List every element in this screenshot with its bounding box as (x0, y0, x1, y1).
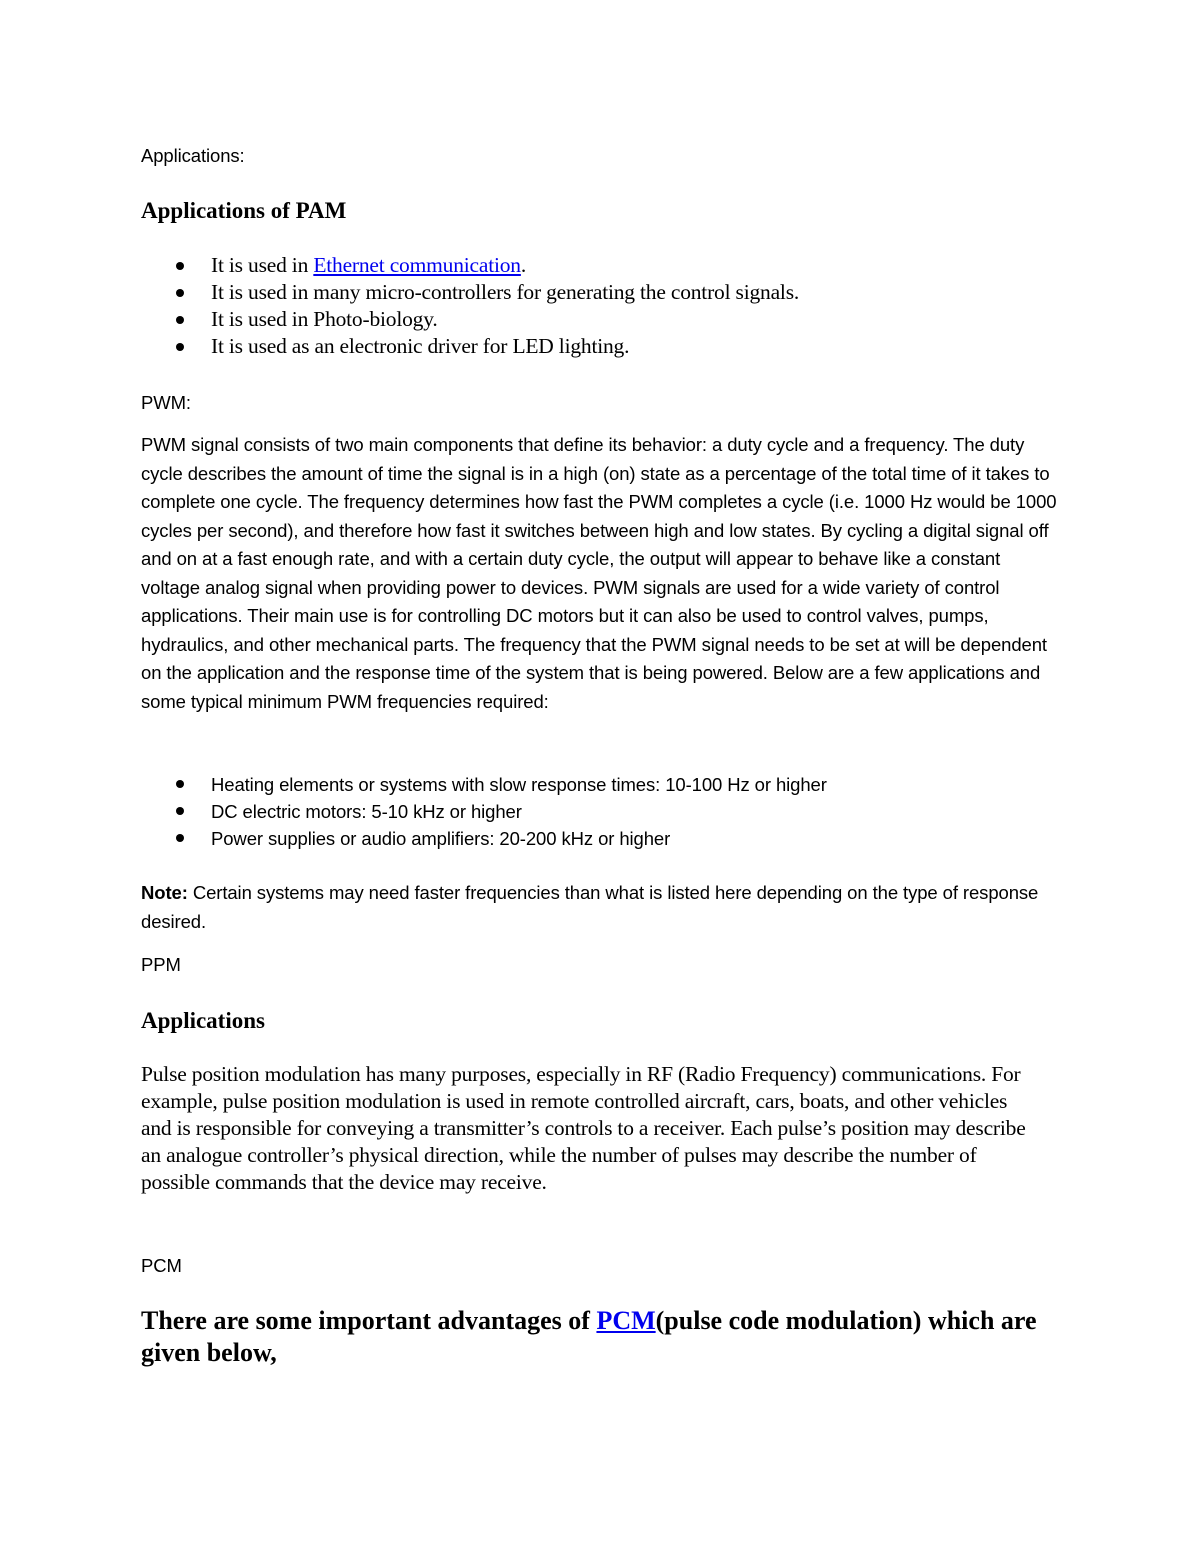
list-item: DC electric motors: 5-10 kHz or higher (171, 798, 827, 825)
pam-heading: Applications of PAM (141, 198, 347, 223)
pwm-paragraph: PWM signal consists of two main components that define its behavior: a duty cycle and a frequency. The duty cycle describes the amount of time the signal is in a high (on) state as a percentage of the total time of it takes to complete one cycle. The frequency determines how fast the PWM completes a cycle (i.e. 1000 Hz would be 1000 cycles per second), and therefore how fast it switches between high and low states. By cycling a digital signal off and on at a fast enough rate, and with a certain duty cycle, the output will appear to behave like a constant voltage analog signal when providing power to devices. PWM signals are used for a wide variety of control applications. Their main use is for controlling DC motors but it can also be used to control valves, pumps, hydraulics, and other mechanical parts. The frequency that the PWM signal needs to be set at will be dependent on the application and the response time of the system that is being powered. Below are a few applications and some typical minimum PWM frequencies required: (141, 434, 1057, 712)
list-item (171, 252, 799, 279)
pcm-heading-text: There are some important advantages of (141, 1306, 597, 1335)
list-item: Power supplies or audio amplifiers: 20-200 kHz or higher (171, 825, 827, 852)
list-item: It is used in Photo-biology. (171, 306, 799, 333)
list-item: Heating elements or systems with slow response times: 10-100 Hz or higher (171, 771, 827, 798)
applications-label: Applications: (141, 145, 245, 166)
pcm-heading-text: (pulse code modulation) which are given below, (141, 1306, 1037, 1367)
pam-applications-list (171, 252, 799, 360)
pwm-frequencies-list (171, 771, 827, 852)
pcm-advantages-heading (141, 1305, 1061, 1369)
ppm-paragraph: Pulse position modulation has many purposes, especially in RF (Radio Frequency) communications. For example, pulse position modulation is used in remote controlled aircraft, cars, boats, and other vehicles and is responsible for conveying a transmitter’s controls to a receiver. Each pulse’s position may describe an analogue controller’s physical direction, while the number of pulses may describe the number of possible commands that the device may receive. (141, 1062, 1026, 1194)
note-label: Note: (141, 882, 188, 903)
ppm-label: PPM (141, 954, 181, 975)
pcm-link[interactable]: PCM (596, 1306, 656, 1335)
list-item-text: It is used in (211, 253, 314, 277)
list-item-text: . (520, 253, 527, 277)
note-paragraph (141, 879, 1061, 936)
pwm-label: PWM: (141, 392, 191, 413)
ppm-applications-heading: Applications (141, 1008, 265, 1033)
ethernet-communication-link[interactable]: Ethernet communication (313, 253, 521, 277)
list-item: It is used in many micro-controllers for generating the control signals. (171, 279, 799, 306)
pcm-label: PCM (141, 1255, 182, 1276)
list-item: It is used as an electronic driver for LED lighting. (171, 333, 799, 360)
note-text: Certain systems may need faster frequencies than what is listed here depending on the type of response desired. (141, 882, 1039, 932)
